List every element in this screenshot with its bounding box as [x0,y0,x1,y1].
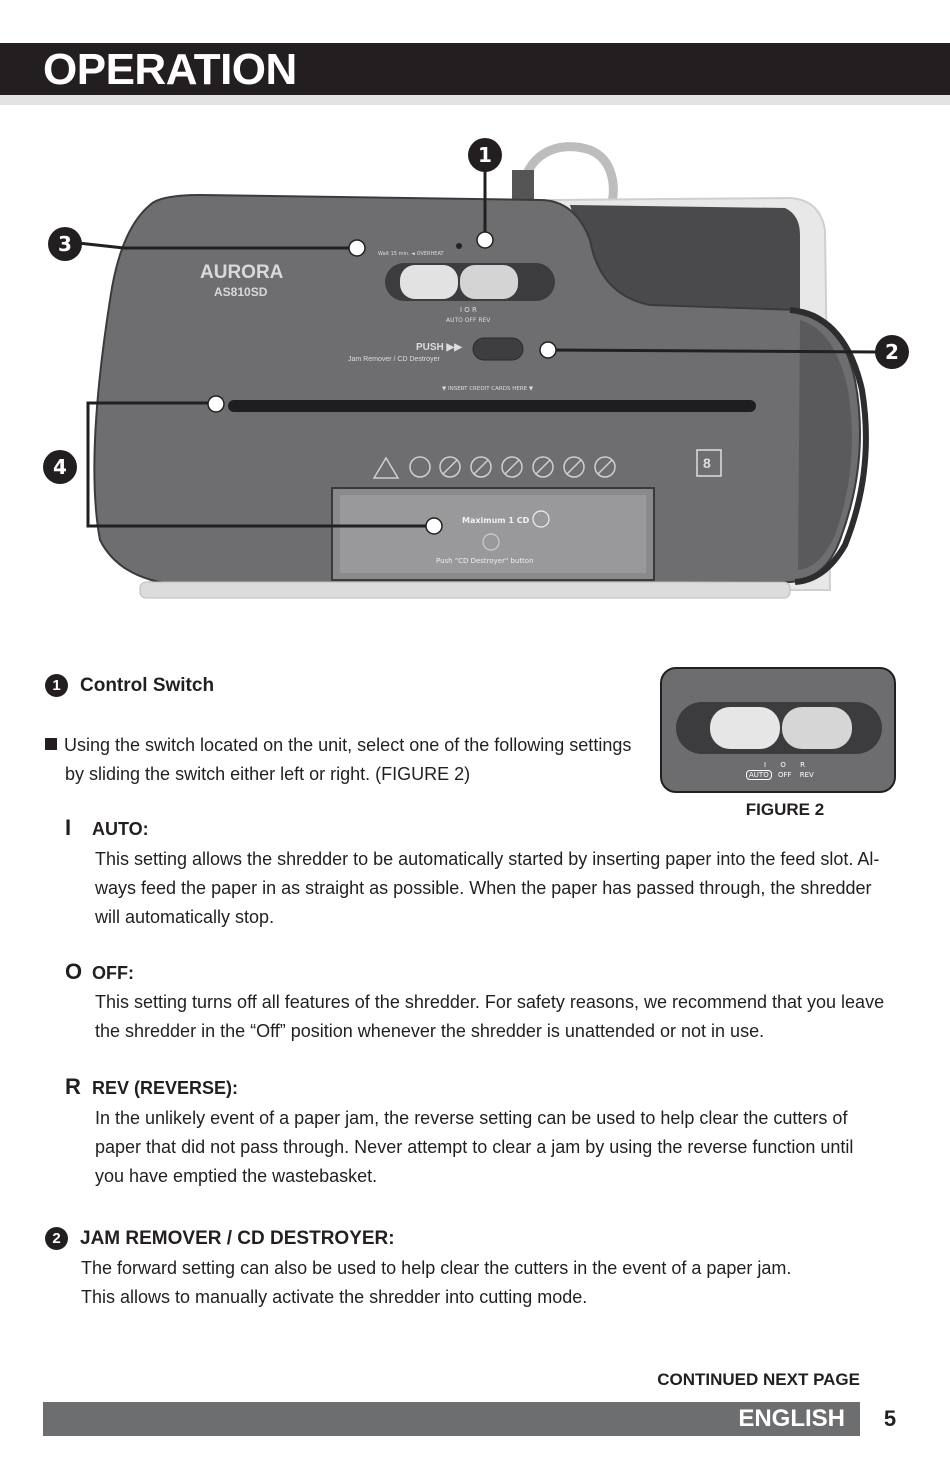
mode-off-line-1: This setting turns off all features of the shredder. For safety reasons, we recommend that you leave [95,992,885,1012]
figure-2-caption: FIGURE 2 [745,800,825,819]
mode-rev-line-3: you have emptied the wastebasket. [95,1166,378,1186]
section-number-1: 1 [45,674,68,697]
mode-off-title: OFF: [92,963,134,983]
shredder-figure [0,120,950,620]
figure-2 [660,667,896,793]
switch-label-i: I O R [460,306,477,314]
mode-rev-heading [65,1074,238,1100]
jam-remover-line-2: This allows to manually activate the shredder into cutting mode. [81,1287,588,1307]
mode-auto-letter: I [65,815,72,840]
mode-rev-line-1: In the unlikely event of a paper jam, the reverse setting can be used to help clear the cutters of [95,1108,848,1128]
page-number: 5 [883,1406,897,1431]
fig2-sublabel-off: OFF [777,771,792,779]
mode-auto-title: AUTO: [92,819,149,839]
jam-remover-body [81,1254,891,1312]
callout-1: 1 [478,143,492,167]
bullet-square-icon [45,738,57,750]
push-label: PUSH ▶▶ [416,342,462,353]
switch-sublabels: AUTO OFF REV [446,317,491,324]
callout-2: 2 [885,340,899,364]
mode-rev-letter: R [65,1074,81,1099]
fig2-label-i: I [764,761,767,769]
intro-line-1: Using the switch located on the unit, select one of the following settings [64,735,632,755]
control-switch-heading [45,674,214,697]
push-sublabel: Jam Remover / CD Destroyer [348,356,440,363]
footer-language: ENGLISH [738,1405,845,1432]
fig2-sublabel-rev: REV [799,771,814,779]
mode-rev-body [95,1104,905,1191]
jam-remover-heading [45,1227,395,1250]
fig2-sublabel-auto: AUTO [746,770,772,780]
brand-logo: AURORA [200,262,284,283]
continued-next-page: CONTINUED NEXT PAGE [657,1370,860,1389]
intro-line-2: by sliding the switch either left or right. (FIGURE 2) [65,764,471,784]
callout-4: 4 [53,455,67,479]
mode-off-body [95,988,905,1046]
mode-auto-line-1: This setting allows the shredder to be automatically started by inserting paper into the feed slot. Al- [95,849,880,869]
callout-3: 3 [58,232,72,256]
control-switch-intro [45,731,645,789]
jam-remover-line-1: The forward setting can also be used to help clear the cutters in the event of a paper jam. [81,1258,792,1278]
indicator-text: Wait 15 min. ◄ OVERHEAT [378,251,444,257]
cd-label: Maximum 1 CD [462,516,530,525]
fig2-label-r: R [800,761,805,769]
mode-auto-body [95,845,905,932]
model-label: AS810SD [214,285,268,299]
control-switch-title: Control Switch [80,674,215,696]
mode-auto-heading [65,815,149,841]
mode-off-heading [65,959,134,985]
header-rule [0,95,950,105]
mode-off-letter: O [65,959,83,984]
cd-push-label: Push "CD Destroyer" button [436,557,534,565]
fig2-label-o: O [780,761,786,769]
jam-remover-title: JAM REMOVER / CD DESTROYER: [80,1227,395,1249]
mode-auto-line-2: ways feed the paper in as straight as possible. When the paper has passed through, the shredder [95,878,872,898]
credit-card-label: ▼ INSERT CREDIT CARDS HERE ▼ [442,386,534,392]
sheets-number: 8 [703,455,711,471]
page-title: OPERATION [43,45,297,94]
section-number-2: 2 [45,1227,68,1250]
mode-off-line-2: the shredder in the “Off” position whenever the shredder is unattended or not in use. [95,1021,765,1041]
mode-rev-title: REV (REVERSE): [92,1078,239,1098]
mode-auto-line-3: will automatically stop. [95,907,275,927]
mode-rev-line-2: paper that did not pass through. Never attempt to clear a jam by using the reverse function until [95,1137,854,1157]
